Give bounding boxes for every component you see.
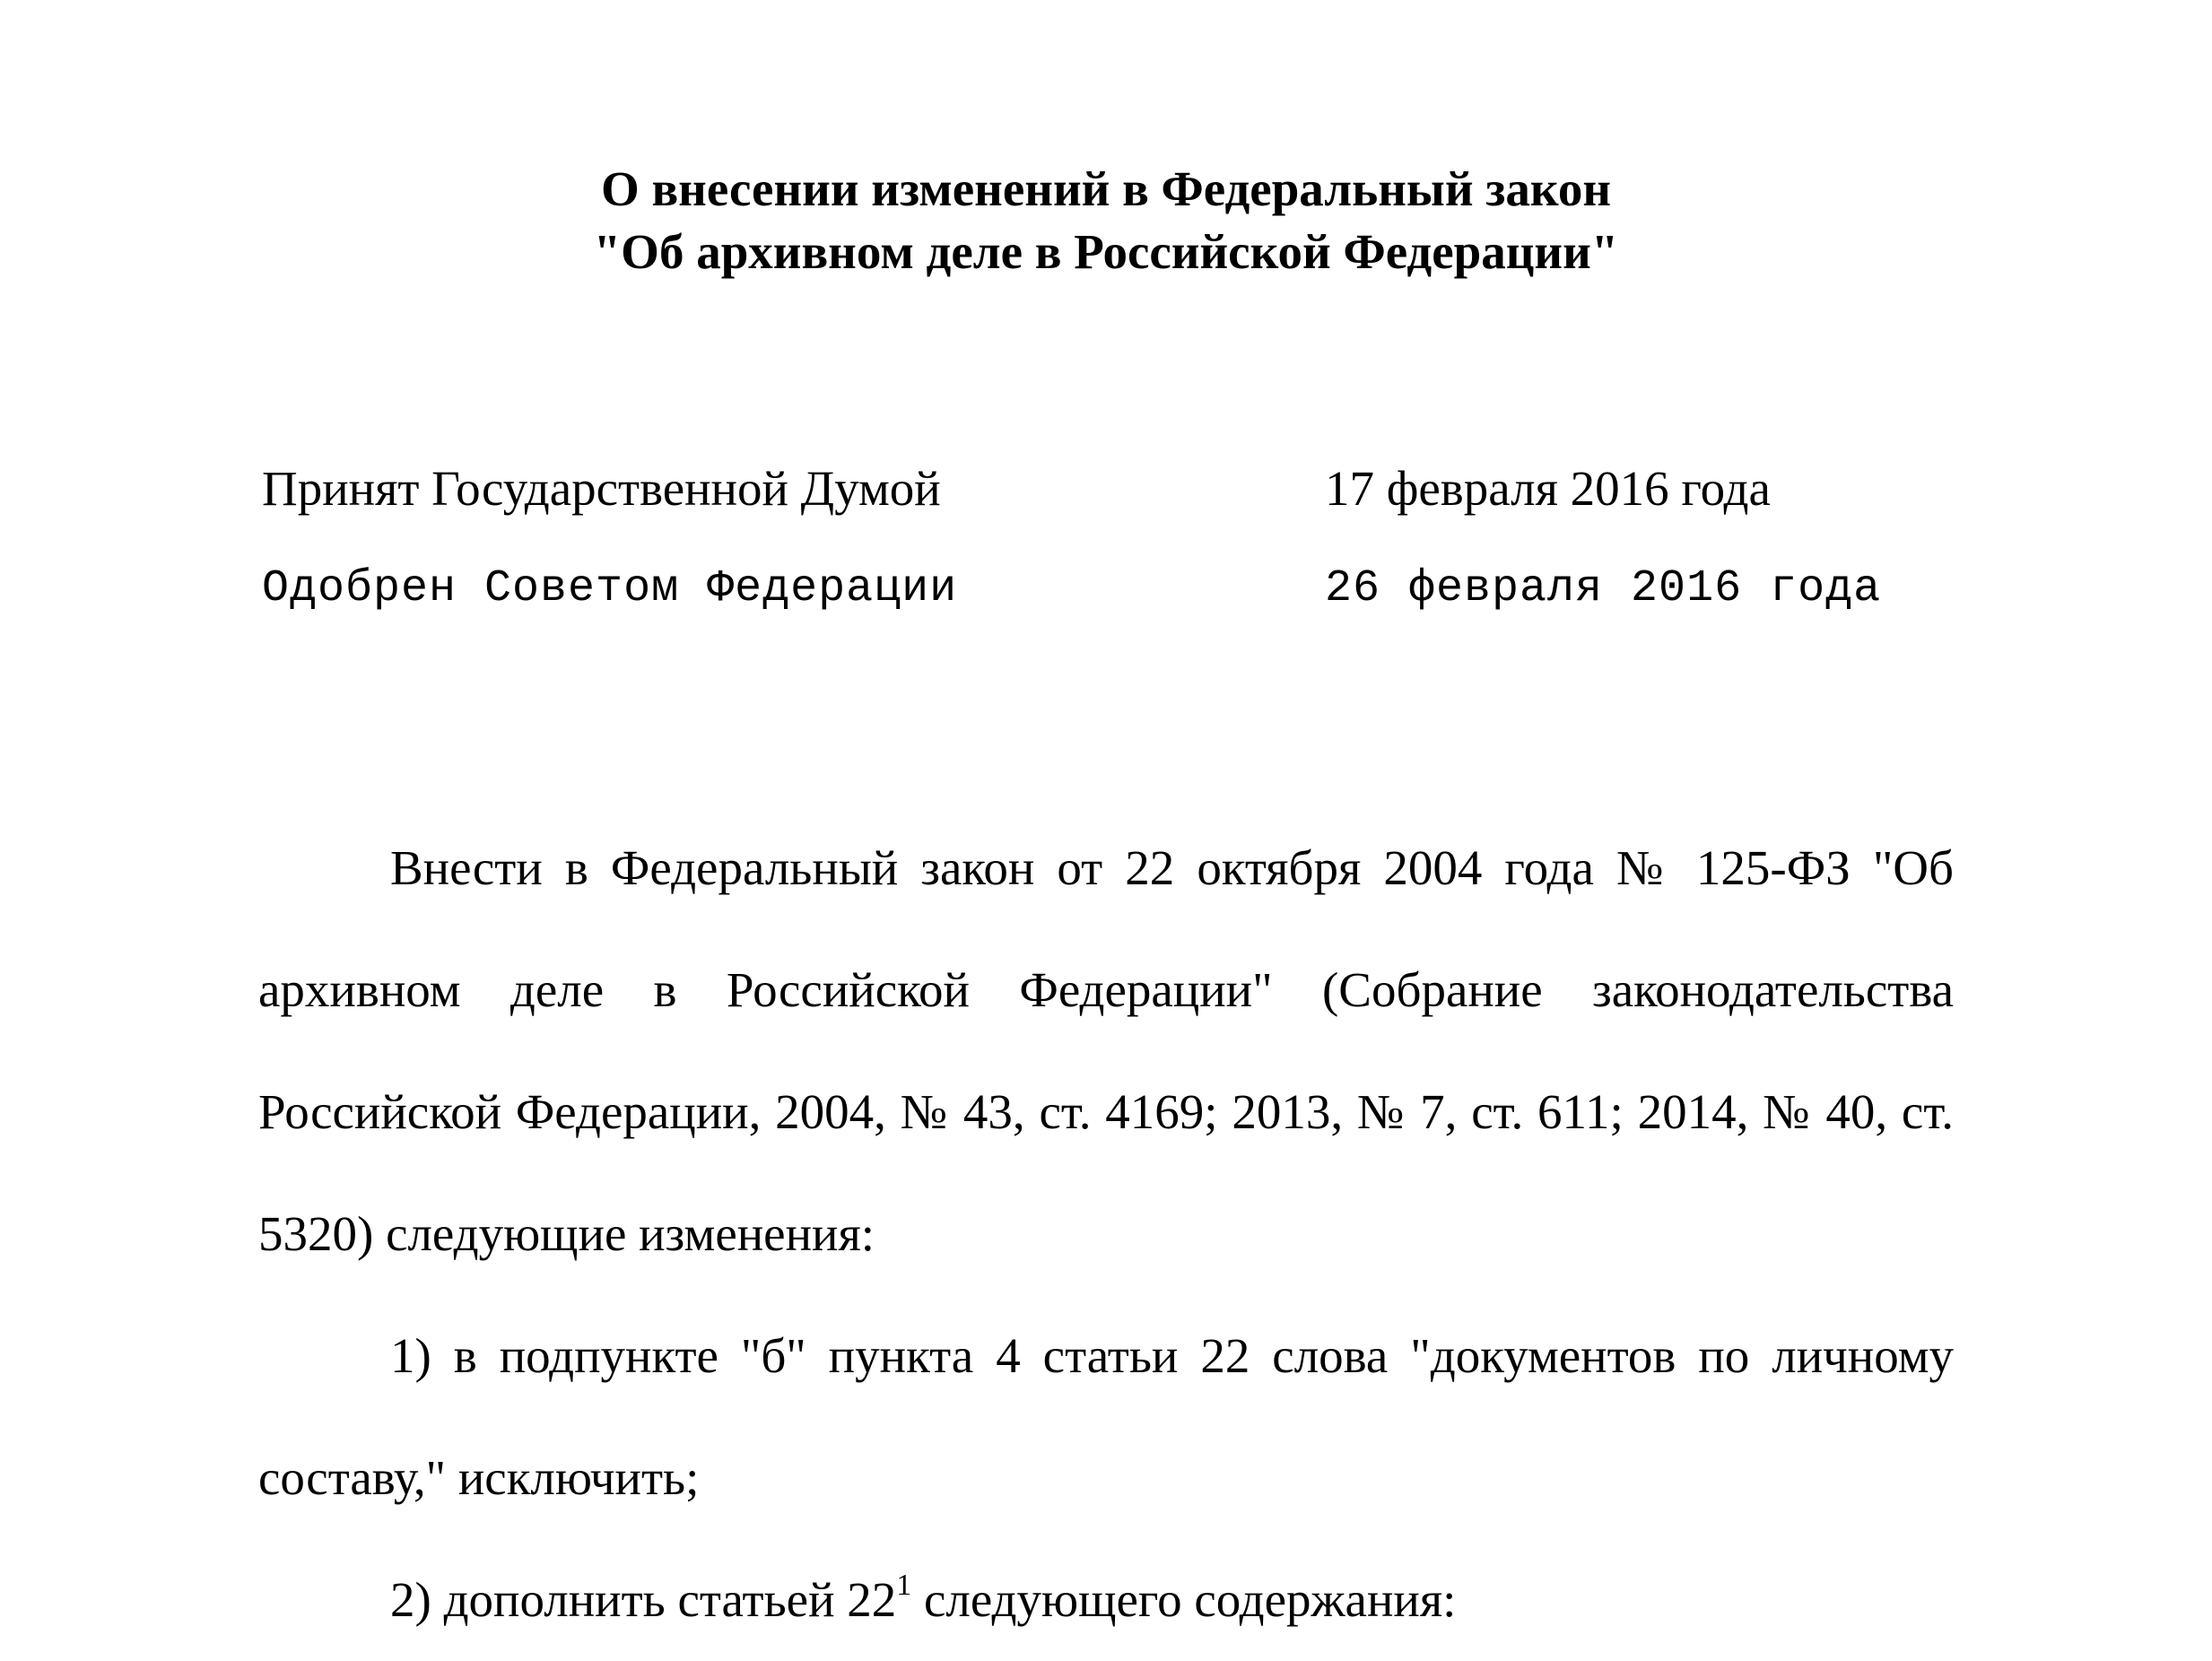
adoption-date-federation-council: 26 февраля 2016 года — [1325, 563, 1882, 614]
adoption-date-duma: 17 февраля 2016 года — [1325, 461, 1771, 516]
paragraph-item-2-superscript: 1 — [896, 1569, 912, 1602]
document-title-line-1: О внесении изменений в Федеральный закон — [600, 161, 1612, 216]
paragraph-item-2-prefix: 2) дополнить статьей 22 — [390, 1572, 897, 1627]
adoption-row-duma — [262, 457, 1966, 520]
document-title-line-2: "Об архивном деле в Российской Федерации" — [593, 224, 1619, 279]
adoption-row-federation-council — [262, 558, 1966, 621]
paragraph-item-2 — [258, 1539, 1954, 1661]
paragraph-item-2-suffix: следующего содержания: — [911, 1572, 1457, 1627]
paragraph-item-1: 1) в подпункте "б" пункта 4 статьи 22 слова "документов по личному составу," исключить; — [258, 1328, 1954, 1505]
paragraph-intro: Внести в Федеральный закон от 22 октября 2004 года № 125-ФЗ "Об архивном деле в Российской Федерации" (Собрание законодательства Российской Федерации, 2004, № 43, ст. 4169; 2013, № 7, ст. 611; 2014, № 40, ст. 5320) следующие изменения: — [258, 840, 1954, 1261]
adoption-label-duma: Принят Государственной Думой — [262, 461, 941, 516]
adoption-label-federation-council: Одобрен Советом Федерации — [262, 563, 958, 614]
